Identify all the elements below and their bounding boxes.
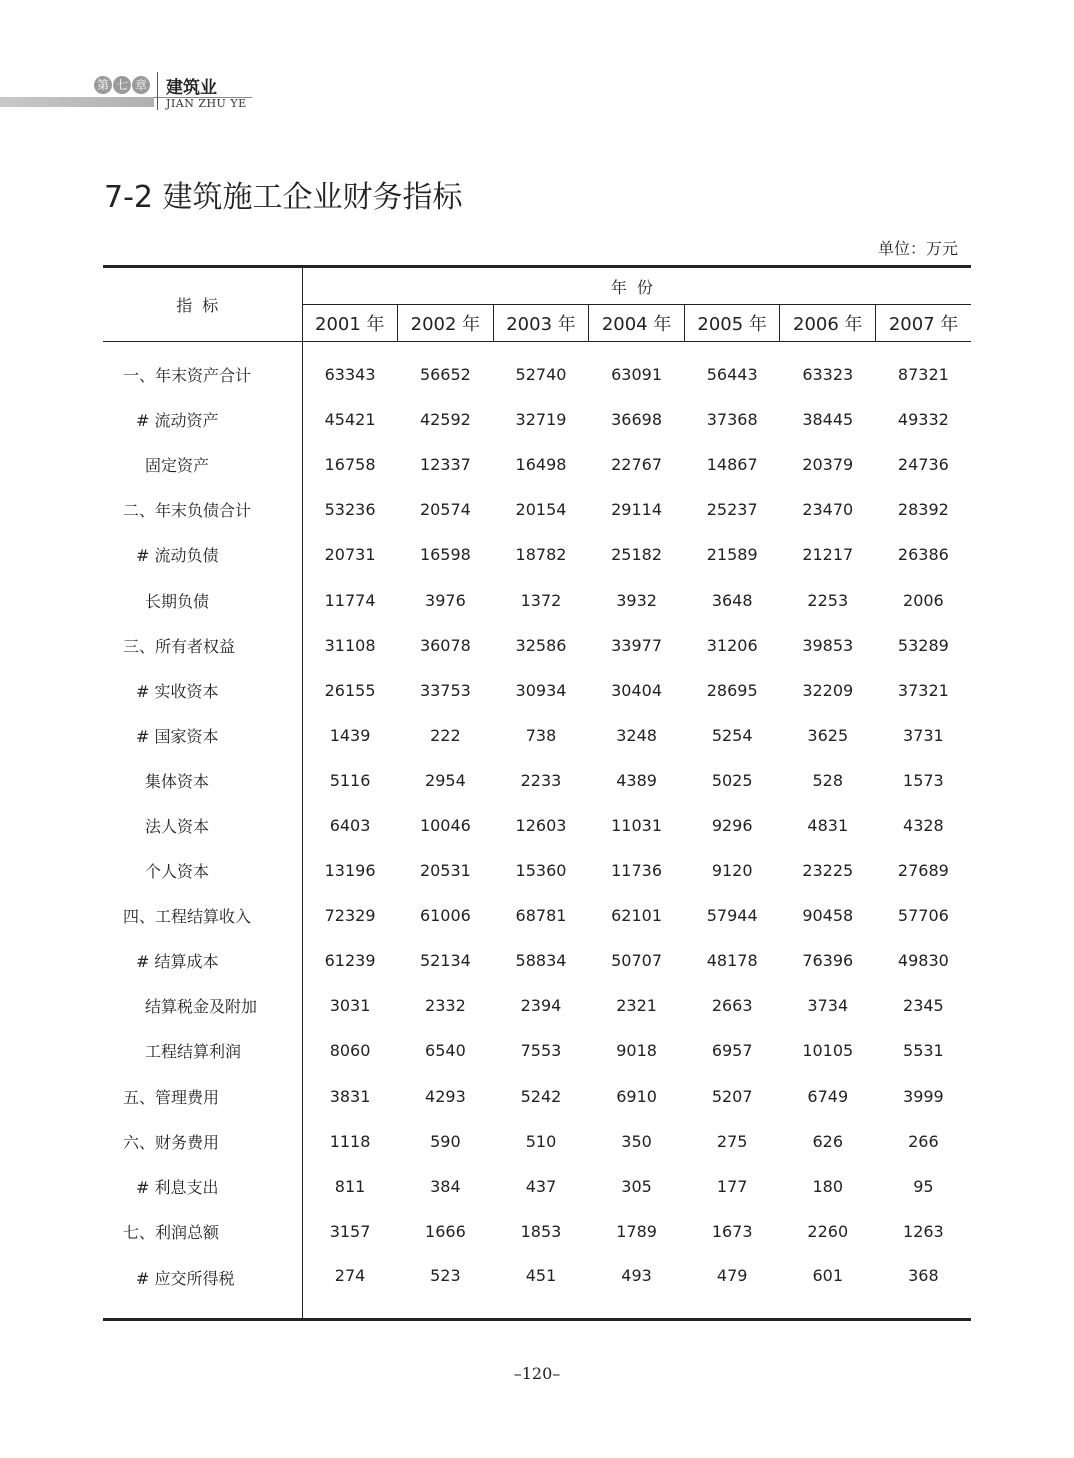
value-cell: 14867	[706, 455, 758, 475]
value-cell: 16498	[515, 455, 567, 475]
value-cell: 10105	[802, 1041, 854, 1061]
value-cell: 811	[334, 1176, 366, 1196]
table-row	[103, 397, 971, 442]
table-row	[103, 758, 971, 803]
value-cell: 5207	[711, 1086, 753, 1106]
value-cell: 29114	[611, 500, 663, 520]
value-cell: 33753	[419, 680, 471, 700]
value-cell: 36698	[611, 410, 663, 430]
value-cell: 2345	[903, 996, 944, 1016]
indicator-label: 四、工程结算收入	[103, 893, 302, 938]
table-row	[103, 1254, 971, 1320]
value-cell: 11774	[324, 590, 376, 610]
value-cell: 31206	[706, 635, 758, 655]
value-cell: 63343	[324, 365, 376, 385]
year-header-cell: 2007 年	[876, 305, 972, 342]
indicator-label: 长期负债	[103, 577, 302, 622]
value-cell: 27689	[897, 861, 949, 881]
value-cell: 26386	[897, 545, 949, 565]
value-cell: 25182	[611, 545, 663, 565]
value-cell: 3648	[711, 590, 753, 610]
value-cell: 437	[525, 1176, 557, 1196]
value-cell: 95	[913, 1176, 934, 1196]
value-cell: 4328	[903, 815, 944, 835]
value-cell: 2260	[807, 1221, 849, 1241]
indicator-label: # 应交所得税	[103, 1254, 302, 1320]
indicator-label: # 国家资本	[103, 713, 302, 758]
value-cell: 48178	[706, 951, 758, 971]
value-cell: 3625	[807, 725, 849, 745]
year-header-cell: 2005 年	[684, 305, 780, 342]
value-cell: 32586	[515, 635, 567, 655]
value-cell: 1789	[616, 1221, 657, 1241]
value-cell: 601	[780, 1254, 876, 1320]
indicator-label: # 实收资本	[103, 668, 302, 713]
chapter-title-cn: 建筑业	[166, 78, 217, 98]
value-cell: 12603	[515, 815, 567, 835]
table-row	[103, 577, 971, 622]
value-cell: 52134	[419, 951, 471, 971]
value-cell: 20154	[515, 500, 567, 520]
value-cell: 5242	[520, 1086, 562, 1106]
indicator-label: 集体资本	[103, 758, 302, 803]
value-cell: 28392	[897, 500, 949, 520]
value-cell: 16758	[324, 455, 376, 475]
value-cell: 30934	[515, 680, 567, 700]
value-cell: 3731	[903, 725, 944, 745]
indicator-label: 个人资本	[103, 848, 302, 893]
value-cell: 28695	[706, 680, 758, 700]
value-cell: 305	[621, 1176, 652, 1196]
value-cell: 9120	[711, 861, 753, 881]
table-row	[103, 803, 971, 848]
header-separator	[157, 72, 158, 110]
table-row	[103, 623, 971, 668]
value-cell: 38445	[802, 410, 854, 430]
value-cell: 222	[430, 725, 461, 745]
value-cell: 1666	[425, 1221, 466, 1241]
value-cell: 3248	[616, 725, 657, 745]
value-cell: 11031	[611, 815, 663, 835]
value-cell: 63091	[611, 365, 663, 385]
value-cell: 32209	[802, 680, 854, 700]
value-cell: 523	[398, 1254, 494, 1320]
year-header-cell: 2002 年	[398, 305, 494, 342]
value-cell: 2332	[425, 996, 466, 1016]
value-cell: 1853	[520, 1221, 562, 1241]
value-cell: 45421	[324, 410, 376, 430]
table-row	[103, 1074, 971, 1119]
chapter-char: 章	[132, 76, 150, 94]
year-header-cell: 2001 年	[302, 305, 398, 342]
indicator-label: # 利息支出	[103, 1164, 302, 1209]
value-cell: 3976	[425, 590, 466, 610]
value-cell: 56443	[706, 365, 758, 385]
value-cell: 90458	[802, 906, 854, 926]
indicator-label: 三、所有者权益	[103, 623, 302, 668]
value-cell: 3999	[903, 1086, 944, 1106]
table-row	[103, 1119, 971, 1164]
value-cell: 2233	[520, 770, 562, 790]
year-header-cell: 2004 年	[589, 305, 685, 342]
indicator-label: 结算税金及附加	[103, 983, 302, 1028]
value-cell: 21589	[706, 545, 758, 565]
value-cell: 5254	[711, 725, 753, 745]
value-cell: 7553	[520, 1041, 562, 1061]
value-cell: 274	[302, 1254, 398, 1320]
value-cell: 2663	[711, 996, 753, 1016]
table-row	[103, 713, 971, 758]
chapter-badge	[94, 74, 150, 96]
table-row	[103, 893, 971, 938]
indicator-label: 二、年末负债合计	[103, 487, 302, 532]
value-cell: 3157	[329, 1221, 371, 1241]
value-cell: 180	[812, 1176, 844, 1196]
value-cell: 6910	[616, 1086, 657, 1106]
table-row	[103, 532, 971, 577]
value-cell: 350	[621, 1131, 652, 1151]
value-cell: 49830	[897, 951, 949, 971]
value-cell: 49332	[897, 410, 949, 430]
year-header-cell: 2003 年	[493, 305, 589, 342]
indicator-label: # 流动资产	[103, 397, 302, 442]
value-cell: 57706	[897, 906, 949, 926]
value-cell: 3734	[807, 996, 849, 1016]
value-cell: 4831	[807, 815, 849, 835]
table-row	[103, 848, 971, 893]
value-cell: 32719	[515, 410, 567, 430]
value-cell: 18782	[515, 545, 567, 565]
table-row	[103, 938, 971, 983]
value-cell: 5531	[903, 1041, 944, 1061]
value-cell: 9018	[616, 1041, 657, 1061]
table-row	[103, 1028, 971, 1073]
years-header: 年份	[302, 267, 971, 305]
chapter-char: 第	[94, 76, 112, 94]
table-row	[103, 1164, 971, 1209]
page-title: 7-2 建筑施工企业财务指标	[104, 180, 463, 215]
value-cell: 2321	[616, 996, 657, 1016]
value-cell: 1263	[903, 1221, 944, 1241]
indicator-label: 七、利润总额	[103, 1209, 302, 1254]
value-cell: 37368	[706, 410, 758, 430]
value-cell: 61239	[324, 951, 376, 971]
value-cell: 3932	[616, 590, 657, 610]
value-cell: 5025	[711, 770, 753, 790]
value-cell: 493	[589, 1254, 685, 1320]
indicator-label: 法人资本	[103, 803, 302, 848]
indicator-label: # 流动负债	[103, 532, 302, 577]
value-cell: 275	[716, 1131, 748, 1151]
indicator-label: 五、管理费用	[103, 1074, 302, 1119]
value-cell: 37321	[897, 680, 949, 700]
header-gray-bar	[0, 97, 154, 107]
value-cell: 20531	[419, 861, 471, 881]
value-cell: 266	[908, 1131, 939, 1151]
value-cell: 3031	[329, 996, 371, 1016]
indicator-label: 六、财务费用	[103, 1119, 302, 1164]
value-cell: 62101	[611, 906, 663, 926]
value-cell: 2006	[903, 590, 944, 610]
value-cell: 56652	[419, 365, 471, 385]
value-cell: 53236	[324, 500, 376, 520]
value-cell: 36078	[419, 635, 471, 655]
value-cell: 2954	[425, 770, 466, 790]
value-cell: 20379	[802, 455, 854, 475]
table-row	[103, 983, 971, 1028]
value-cell: 61006	[419, 906, 471, 926]
indicator-header: 指标	[103, 267, 302, 342]
value-cell: 10046	[419, 815, 471, 835]
value-cell: 738	[525, 725, 557, 745]
value-cell: 177	[716, 1176, 748, 1196]
value-cell: 15360	[515, 861, 567, 881]
value-cell: 23225	[802, 861, 854, 881]
value-cell: 479	[684, 1254, 780, 1320]
value-cell: 12337	[419, 455, 471, 475]
value-cell: 13196	[324, 861, 376, 881]
value-cell: 4389	[616, 770, 657, 790]
value-cell: 4293	[425, 1086, 466, 1106]
value-cell: 528	[812, 770, 844, 790]
value-cell: 1439	[329, 725, 371, 745]
value-cell: 384	[430, 1176, 461, 1196]
value-cell: 52740	[515, 365, 567, 385]
value-cell: 20574	[419, 500, 471, 520]
indicator-label: 一、年末资产合计	[103, 342, 302, 398]
value-cell: 9296	[711, 815, 753, 835]
value-cell: 23470	[802, 500, 854, 520]
value-cell: 33977	[611, 635, 663, 655]
indicator-label: 工程结算利润	[103, 1028, 302, 1073]
value-cell: 590	[430, 1131, 461, 1151]
value-cell: 451	[493, 1254, 589, 1320]
indicator-label: 固定资产	[103, 442, 302, 487]
value-cell: 63323	[802, 365, 854, 385]
value-cell: 26155	[324, 680, 376, 700]
value-cell: 3831	[329, 1086, 371, 1106]
value-cell: 39853	[802, 635, 854, 655]
chapter-char: 七	[113, 76, 131, 94]
value-cell: 6957	[711, 1041, 753, 1061]
value-cell: 1573	[903, 770, 944, 790]
value-cell: 6403	[329, 815, 371, 835]
value-cell: 25237	[706, 500, 758, 520]
table-row	[103, 487, 971, 532]
value-cell: 76396	[802, 951, 854, 971]
value-cell: 58834	[515, 951, 567, 971]
year-header-cell: 2006 年	[780, 305, 876, 342]
value-cell: 11736	[611, 861, 663, 881]
chapter-title-en: JIAN ZHU YE	[166, 97, 247, 110]
value-cell: 16598	[419, 545, 471, 565]
value-cell: 2253	[807, 590, 849, 610]
value-cell: 5116	[329, 770, 371, 790]
value-cell: 626	[812, 1131, 844, 1151]
page-number: –120–	[513, 1364, 561, 1383]
value-cell: 21217	[802, 545, 854, 565]
unit-label: 单位：万元	[877, 239, 958, 258]
table-row	[103, 342, 971, 398]
value-cell: 1118	[329, 1131, 371, 1151]
value-cell: 1673	[711, 1221, 753, 1241]
value-cell: 1372	[520, 590, 562, 610]
value-cell: 72329	[324, 906, 376, 926]
value-cell: 31108	[324, 635, 376, 655]
value-cell: 53289	[897, 635, 949, 655]
value-cell: 30404	[611, 680, 663, 700]
value-cell: 87321	[897, 365, 949, 385]
value-cell: 57944	[706, 906, 758, 926]
value-cell: 6749	[807, 1086, 849, 1106]
value-cell: 2394	[520, 996, 562, 1016]
value-cell: 8060	[329, 1041, 371, 1061]
table-row	[103, 668, 971, 713]
indicator-label: # 结算成本	[103, 938, 302, 983]
financial-table	[103, 265, 971, 1321]
value-cell: 510	[525, 1131, 557, 1151]
value-cell: 6540	[425, 1041, 466, 1061]
value-cell: 20731	[324, 545, 376, 565]
value-cell: 68781	[515, 906, 567, 926]
table-row	[103, 1209, 971, 1254]
value-cell: 22767	[611, 455, 663, 475]
value-cell: 368	[876, 1254, 972, 1320]
value-cell: 50707	[611, 951, 663, 971]
table-row	[103, 442, 971, 487]
value-cell: 24736	[897, 455, 949, 475]
value-cell: 42592	[419, 410, 471, 430]
